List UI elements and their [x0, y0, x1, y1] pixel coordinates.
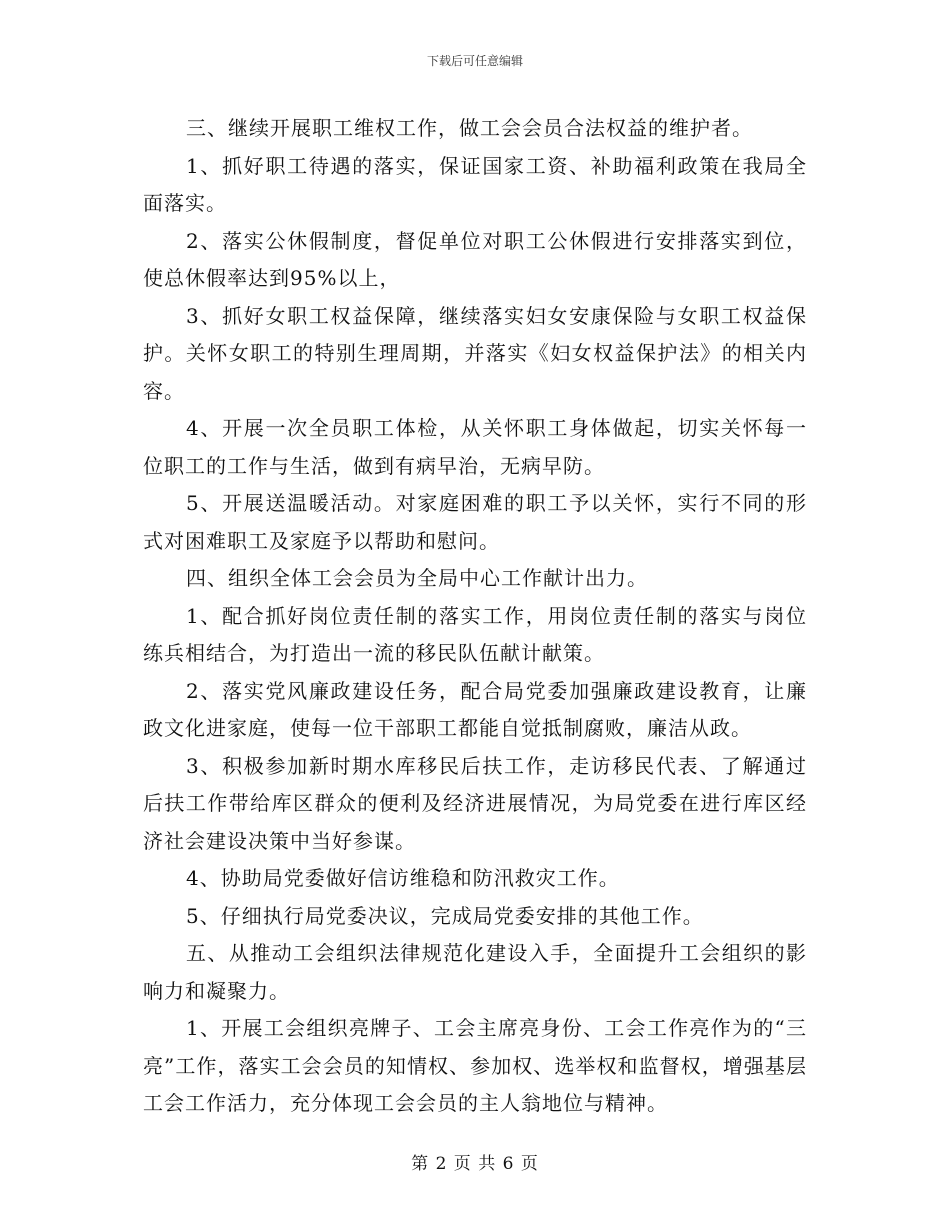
page-header: 下载后可任意编辑	[426, 54, 523, 68]
list-item: 3、抓好女职工权益保障，继续落实妇女安康保险与女职工权益保护。关怀女职工的特别生理周期，并落实《妇女权益保护法》的相关内容。	[143, 303, 807, 403]
page-footer: 第 2 页 共 6 页	[411, 1154, 539, 1174]
list-item: 5、仔细执行局党委决议，完成局党委安排的其他工作。	[186, 903, 704, 928]
list-item: 1、配合抓好岗位责任制的落实工作，用岗位责任制的落实与岗位练兵相结合，为打造出一流的移民队伍献计献策。	[143, 603, 807, 665]
document-body	[143, 110, 807, 1123]
list-item: 2、落实公休假制度，督促单位对职工公休假进行安排落实到位，使总休假率达到95%以上，	[143, 228, 807, 290]
section-heading-5: 五、从推动工会组织法律规范化建设入手，全面提升工会组织的影响力和凝聚力。	[143, 941, 807, 1003]
list-item: 4、开展一次全员职工体检，从关怀职工身体做起，切实关怀每一位职工的工作与生活，做到有病早治，无病早防。	[143, 416, 807, 478]
section-heading-4: 四、组织全体工会会员为全局中心工作献计出力。	[186, 566, 648, 590]
list-item: 4、协助局党委做好信访维稳和防汛救灾工作。	[186, 866, 620, 890]
list-item: 3、积极参加新时期水库移民后扶工作，走访移民代表、了解通过后扶工作带给库区群众的便利及经济进展情况，为局党委在进行库区经济社会建设决策中当好参谋。	[143, 753, 807, 853]
list-item: 2、落实党风廉政建设任务，配合局党委加强廉政建设教育，让廉政文化进家庭，使每一位干部职工都能自觉抵制腐败，廉洁从政。	[143, 678, 807, 740]
list-item: 5、开展送温暖活动。对家庭困难的职工予以关怀，实行不同的形式对困难职工及家庭予以帮助和慰问。	[143, 491, 807, 553]
list-item: 1、抓好职工待遇的落实，保证国家工资、补助福利政策在我局全面落实。	[143, 153, 807, 215]
section-heading-3: 三、继续开展职工维权工作，做工会会员合法权益的维护者。	[186, 116, 753, 140]
list-item: 1、开展工会组织亮牌子、工会主席亮身份、工会工作亮作为的“三亮”工作，落实工会会员的知情权、参加权、选举权和监督权，增强基层工会工作活力，充分体现工会会员的主人翁地位与精神。	[143, 1016, 807, 1115]
